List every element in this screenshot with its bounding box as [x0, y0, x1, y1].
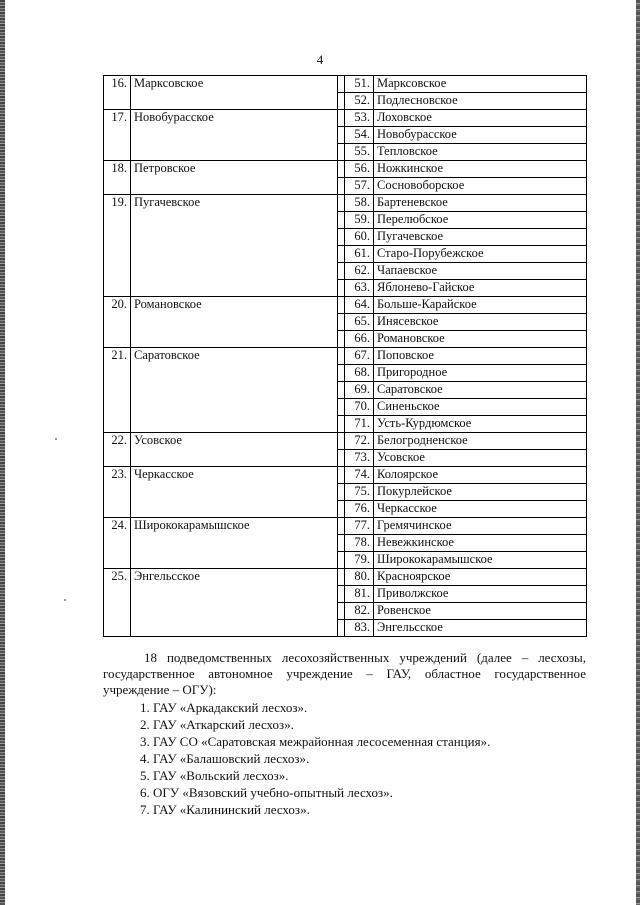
- table-row: [104, 518, 587, 535]
- table-row: [104, 161, 587, 178]
- table-row: [104, 297, 587, 314]
- forestry-name: Ширококарамышское: [374, 552, 587, 569]
- scan-dot: [64, 599, 66, 601]
- list-item: 2. ГАУ «Аткарский лесхоз».: [140, 717, 294, 732]
- forestry-number: 69.: [345, 382, 374, 399]
- forestry-number: 77.: [345, 518, 374, 535]
- column-gap: [338, 297, 345, 314]
- forestry-number: 71.: [345, 416, 374, 433]
- forestry-number: 66.: [345, 331, 374, 348]
- column-gap: [338, 144, 345, 161]
- district-number: 18.: [104, 161, 131, 195]
- forestry-number: 65.: [345, 314, 374, 331]
- column-gap: [338, 246, 345, 263]
- list-item: 4. ГАУ «Балашовский лесхоз».: [140, 751, 310, 766]
- district-number: 16.: [104, 76, 131, 110]
- forestry-name: Сосновоборское: [374, 178, 587, 195]
- column-gap: [338, 110, 345, 127]
- scan-dot: [55, 438, 57, 440]
- forestry-name: Новобурасское: [374, 127, 587, 144]
- forestry-number: 79.: [345, 552, 374, 569]
- table-row: [104, 110, 587, 127]
- district-number: 20.: [104, 297, 131, 348]
- forestry-number: 74.: [345, 467, 374, 484]
- district-number: 22.: [104, 433, 131, 467]
- intro-paragraph: [103, 650, 586, 698]
- column-gap: [338, 314, 345, 331]
- column-gap: [338, 518, 345, 535]
- district-number: 21.: [104, 348, 131, 433]
- forestry-name: Синеньское: [374, 399, 587, 416]
- table-row: [104, 348, 587, 365]
- forestry-name: Тепловское: [374, 144, 587, 161]
- forestry-number: 60.: [345, 229, 374, 246]
- forestry-name: Поповское: [374, 348, 587, 365]
- column-gap: [338, 76, 345, 93]
- district-number: 24.: [104, 518, 131, 569]
- forestry-name: Бартеневское: [374, 195, 587, 212]
- district-name: Новобурасское: [131, 110, 338, 161]
- forestry-number: 82.: [345, 603, 374, 620]
- forestry-name: Лоховское: [374, 110, 587, 127]
- column-gap: [338, 348, 345, 365]
- forestry-name: Черкасское: [374, 501, 587, 518]
- column-gap: [338, 433, 345, 450]
- forestry-table-body: [104, 76, 587, 637]
- forestry-number: 76.: [345, 501, 374, 518]
- district-name: Пугачевское: [131, 195, 338, 297]
- column-gap: [338, 586, 345, 603]
- scan-edge-right: [636, 0, 640, 905]
- forestry-name: Ровенское: [374, 603, 587, 620]
- forestry-number: 78.: [345, 535, 374, 552]
- forestry-number: 58.: [345, 195, 374, 212]
- forestry-name: Покурлейское: [374, 484, 587, 501]
- forestry-number: 80.: [345, 569, 374, 586]
- column-gap: [338, 552, 345, 569]
- column-gap: [338, 501, 345, 518]
- forestry-name: Гремячинское: [374, 518, 587, 535]
- forestry-name: Перелюбское: [374, 212, 587, 229]
- column-gap: [338, 569, 345, 586]
- district-name: Марксовское: [131, 76, 338, 110]
- forestry-number: 70.: [345, 399, 374, 416]
- forestry-name: Энгельсское: [374, 620, 587, 637]
- list-item: 6. ОГУ «Вязовский учебно-опытный лесхоз».: [140, 785, 393, 800]
- table-row: [104, 467, 587, 484]
- forestry-name: Усть-Курдюмское: [374, 416, 587, 433]
- column-gap: [338, 620, 345, 637]
- institution-list: [140, 699, 490, 818]
- table-row: [104, 433, 587, 450]
- forestry-name: Пугачевское: [374, 229, 587, 246]
- district-name: Саратовское: [131, 348, 338, 433]
- forestry-number: 64.: [345, 297, 374, 314]
- forestry-name: Романовское: [374, 331, 587, 348]
- column-gap: [338, 399, 345, 416]
- list-item: 7. ГАУ «Калининский лесхоз».: [140, 802, 310, 817]
- column-gap: [338, 416, 345, 433]
- forestry-number: 51.: [345, 76, 374, 93]
- scan-edge-left: [0, 0, 5, 905]
- forestry-number: 73.: [345, 450, 374, 467]
- forestry-name: Яблонево-Гайское: [374, 280, 587, 297]
- forestry-number: 83.: [345, 620, 374, 637]
- forestry-name: Саратовское: [374, 382, 587, 399]
- column-gap: [338, 178, 345, 195]
- forestry-number: 59.: [345, 212, 374, 229]
- forestry-number: 54.: [345, 127, 374, 144]
- forestry-name: Колоярское: [374, 467, 587, 484]
- forestry-number: 72.: [345, 433, 374, 450]
- table-row: [104, 569, 587, 586]
- district-number: 23.: [104, 467, 131, 518]
- district-name: Ширококарамышское: [131, 518, 338, 569]
- forestry-number: 56.: [345, 161, 374, 178]
- forestry-name: Подлесновское: [374, 93, 587, 110]
- forestry-name: Белогродненское: [374, 433, 587, 450]
- column-gap: [338, 127, 345, 144]
- forestry-name: Инясевское: [374, 314, 587, 331]
- forestry-name: Ножкинское: [374, 161, 587, 178]
- forestry-name: Пригородное: [374, 365, 587, 382]
- district-name: Романовское: [131, 297, 338, 348]
- column-gap: [338, 484, 345, 501]
- column-gap: [338, 467, 345, 484]
- column-gap: [338, 603, 345, 620]
- column-gap: [338, 229, 345, 246]
- forestry-name: Приволжское: [374, 586, 587, 603]
- forestry-name: Марксовское: [374, 76, 587, 93]
- forestry-name: Красноярское: [374, 569, 587, 586]
- column-gap: [338, 365, 345, 382]
- forestry-number: 63.: [345, 280, 374, 297]
- table-row: [104, 76, 587, 93]
- district-name: Усовское: [131, 433, 338, 467]
- column-gap: [338, 93, 345, 110]
- column-gap: [338, 535, 345, 552]
- column-gap: [338, 195, 345, 212]
- forestry-name: Чапаевское: [374, 263, 587, 280]
- forestry-table: [103, 75, 587, 637]
- forestry-number: 81.: [345, 586, 374, 603]
- forestry-name: Больше-Карайское: [374, 297, 587, 314]
- forestry-number: 67.: [345, 348, 374, 365]
- list-item: 3. ГАУ СО «Саратовская межрайонная лесосеменная станция».: [140, 734, 491, 749]
- intro-paragraph-text: 18 подведомственных лесохозяйственных учреждений (далее – лесхозы, государственное автономное учреждение – ГАУ, областное государственное учреждение – ОГУ):: [103, 650, 586, 697]
- district-name: Черкасское: [131, 467, 338, 518]
- list-item: 5. ГАУ «Вольский лесхоз».: [140, 768, 289, 783]
- column-gap: [338, 161, 345, 178]
- district-number: 25.: [104, 569, 131, 637]
- forestry-name: Усовское: [374, 450, 587, 467]
- column-gap: [338, 331, 345, 348]
- forestry-number: 57.: [345, 178, 374, 195]
- forestry-number: 62.: [345, 263, 374, 280]
- forestry-number: 61.: [345, 246, 374, 263]
- column-gap: [338, 212, 345, 229]
- page-number: 4: [316, 52, 324, 67]
- district-number: 17.: [104, 110, 131, 161]
- column-gap: [338, 450, 345, 467]
- table-row: [104, 195, 587, 212]
- district-number: 19.: [104, 195, 131, 297]
- forestry-number: 75.: [345, 484, 374, 501]
- district-name: Энгельсское: [131, 569, 338, 637]
- forestry-number: 52.: [345, 93, 374, 110]
- forestry-number: 68.: [345, 365, 374, 382]
- forestry-number: 53.: [345, 110, 374, 127]
- forestry-number: 55.: [345, 144, 374, 161]
- forestry-name: Старо-Порубежское: [374, 246, 587, 263]
- forestry-name: Невежкинское: [374, 535, 587, 552]
- column-gap: [338, 263, 345, 280]
- district-name: Петровское: [131, 161, 338, 195]
- list-item: 1. ГАУ «Аркадакский лесхоз».: [140, 700, 308, 715]
- column-gap: [338, 382, 345, 399]
- column-gap: [338, 280, 345, 297]
